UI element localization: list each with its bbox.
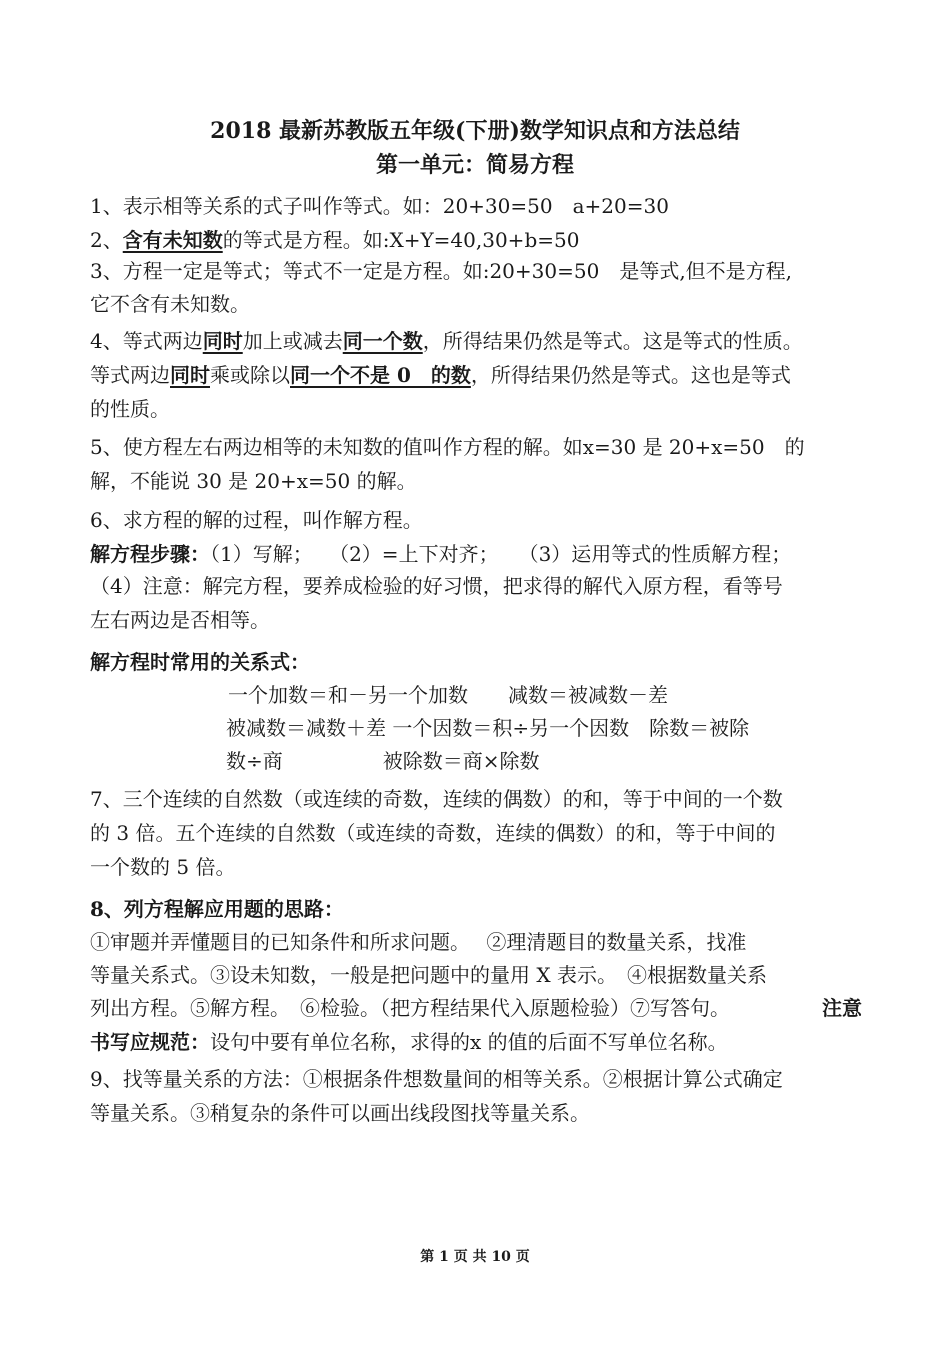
item-8-note-label: 注意 [822, 996, 862, 1020]
item-5-line-1: 5、使方程左右两边相等的未知数的值叫作方程的解。如x=30 是 20+x=50 的 [90, 435, 805, 459]
relations-label: 解方程时常用的关系式： [90, 650, 310, 674]
item-1: 1、表示相等关系的式子叫作等式。如：20+30=50 a+20=30 [90, 194, 669, 218]
item-9-line-2: 等量关系。③稍复杂的条件可以画出线段图找等量关系。 [90, 1101, 590, 1125]
item-8-title: 8、列方程解应用题的思路： [90, 897, 344, 921]
item-4-text-a: 4、等式两边 [90, 329, 203, 353]
page-footer: 第 1 页 共 10 页 [420, 1249, 530, 1265]
item-4-line-1 [90, 326, 803, 356]
item-4-emphasis-c: 同时 [170, 363, 210, 387]
item-7-line-3: 一个数的 5 倍。 [90, 855, 236, 879]
item-8-line-4 [90, 1027, 728, 1057]
item-2 [90, 225, 579, 255]
relations-line-1: 一个加数＝和－另一个加数 减数＝被减数－差 [228, 683, 668, 707]
relations-line-2: 被减数＝减数＋差 一个因数＝积÷另一个因数 除数＝被除 [226, 716, 750, 740]
steps-text: （1）写解； （2）=上下对齐； （3）运用等式的性质解方程； [210, 542, 792, 566]
document-title: 2018 最新苏教版五年级(下册)数学知识点和方法总结 [210, 118, 740, 144]
item-4-line-3: 的性质。 [90, 397, 170, 421]
item-8-line-3 [90, 993, 730, 1023]
item-2-text: 的等式是方程。如:X+Y=40,30+b=50 [222, 228, 580, 252]
item-8-line-3-text: 列出方程。⑤解方程。 ⑥检验。（把方程结果代入原题检验）⑦写答句。 [90, 996, 730, 1020]
item-4-text-e: 乘或除以 [210, 363, 290, 387]
item-2-number: 2、 [90, 228, 123, 252]
item-4-emphasis-b: 同一个数 [342, 329, 423, 353]
item-3-line-2: 它不含有未知数。 [90, 292, 250, 316]
steps-label: 解方程步骤： [90, 542, 210, 566]
item-4-text-c: ，所得结果仍然是等式。这是等式的性质。 [422, 329, 803, 353]
item-8-note-label-2: 书写应规范： [90, 1030, 210, 1054]
item-6: 6、求方程的解的过程，叫作解方程。 [90, 508, 423, 532]
item-7-line-2: 的 3 倍。五个连续的自然数（或连续的奇数，连续的偶数）的和，等于中间的 [90, 821, 776, 845]
unit-heading: 第一单元：简易方程 [375, 152, 574, 178]
item-8-line-1: ①审题并弄懂题目的已知条件和所求问题。 ②理清题目的数量关系，找准 [90, 930, 747, 954]
item-4-text-d: 等式两边 [90, 363, 170, 387]
item-3-line-1: 3、方程一定是等式；等式不一定是方程。如:20+30=50 是等式,但不是方程, [90, 259, 793, 283]
steps-line-1 [90, 539, 791, 569]
item-7-line-1: 7、三个连续的自然数（或连续的奇数，连续的偶数）的和，等于中间的一个数 [90, 787, 783, 811]
item-4-text-f: ，所得结果仍然是等式。这也是等式 [470, 363, 791, 387]
item-4-emphasis-d: 同一个不是 0 的数 [290, 363, 471, 387]
item-4-line-2 [90, 360, 791, 390]
item-2-emphasis: 含有未知数 [122, 228, 223, 252]
relations-line-3: 数÷商 被除数＝商×除数 [226, 749, 540, 773]
item-9-line-1: 9、找等量关系的方法：①根据条件想数量间的相等关系。②根据计算公式确定 [90, 1067, 783, 1091]
item-4-emphasis-a: 同时 [202, 329, 243, 353]
item-5-line-2: 解，不能说 30 是 20+x=50 的解。 [90, 469, 417, 493]
item-8-note-text: 设句中要有单位名称，求得的x 的值的后面不写单位名称。 [210, 1030, 728, 1054]
item-8-line-2: 等量关系式。③设未知数，一般是把问题中的量用 X 表示。 ④根据数量关系 [90, 963, 767, 987]
item-4-text-b: 加上或减去 [242, 329, 343, 353]
steps-line-3: 左右两边是否相等。 [90, 608, 270, 632]
steps-line-2: （4）注意：解完方程，要养成检验的好习惯，把求得的解代入原方程，看等号 [90, 574, 783, 598]
